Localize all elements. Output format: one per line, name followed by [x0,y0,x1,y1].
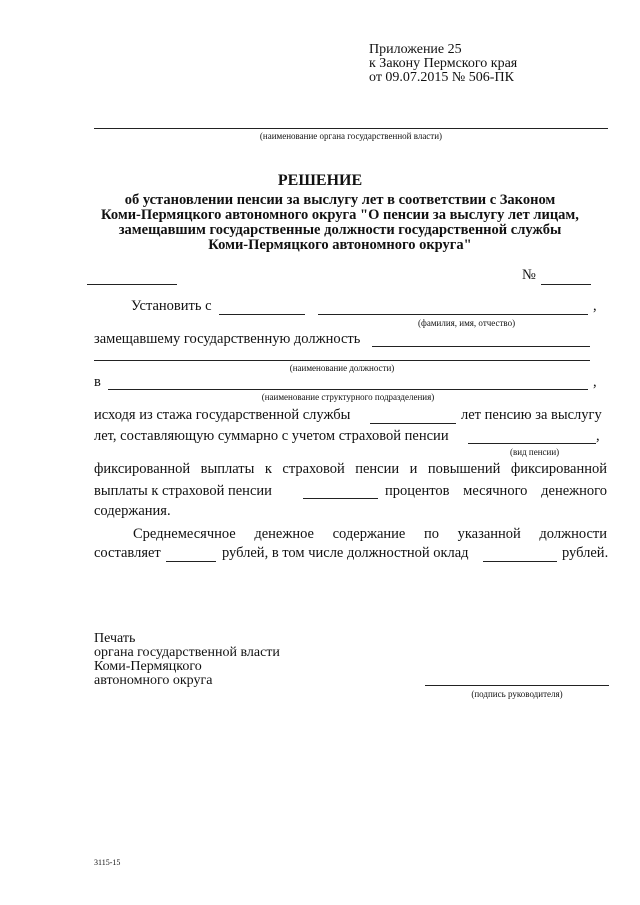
position-line-1 [372,346,590,347]
document-title: РЕШЕНИЕ [277,172,363,189]
signature-caption: (подпись руководителя) [471,689,563,699]
position-caption: (наименование должности) [289,363,395,373]
appendix-line-2: к Закону Пермского края [369,56,518,71]
number-sign: № [522,267,536,283]
fixed-line-3: содержания. [94,503,171,519]
salary-line-2c: рублей. [562,545,609,561]
unit-caption: (наименование структурного подразделения) [261,392,435,402]
establish-label: Установить с [131,298,212,314]
appendix-line-3: от 09.07.2015 № 506-ПК [369,70,514,85]
fixed-line-2b: процентов месячного денежного [385,483,607,499]
stamp-line-1: Печать [94,631,136,646]
subtitle-line-3: замещавшим государственные должности государственной службы [118,222,562,238]
pension-type-comma: , [596,428,600,444]
fixed-line-1: фиксированной выплаты к страховой пенсии и повышений фиксированной [94,461,607,477]
in-label: в [94,374,101,390]
number-line [541,284,591,285]
salary-line-1: Среднемесячное денежное содержание по указанной должности [133,526,607,542]
service-years-line [370,423,456,424]
base-salary-line [483,561,557,562]
years-text: лет, составляющую суммарно с учетом страховой пенсии [94,428,449,444]
stamp-line-4: автономного округа [94,673,213,688]
stamp-line-3: Коми-Пермяцкого [94,659,202,674]
subtitle-line-4: Коми-Пермяцкого автономного округа" [208,237,472,253]
service-text-b: лет пенсию за выслугу [461,407,602,423]
salary-amount-line [166,561,216,562]
unit-line [108,389,588,390]
subtitle-line-2: Коми-Пермяцкого автономного округа "О пенсии за выслугу лет лицам, [101,207,579,223]
date-line [87,284,177,285]
position-line-2 [94,360,590,361]
fio-comma: , [593,298,597,314]
appendix-line-1: Приложение 25 [369,42,462,57]
fixed-line-2a: выплаты к страховой пенсии [94,483,272,499]
fio-caption: (фамилия, имя, отчество) [418,318,516,328]
held-position-label: замещавшему государственную должность [94,331,361,347]
stamp-line-2: органа государственной власти [94,645,280,660]
authority-name-line [94,128,608,129]
signature-line [425,685,609,686]
salary-line-2a: составляет [94,545,161,561]
footer-code: 3115-15 [94,858,121,867]
fio-line [318,314,588,315]
subtitle-line-1: об установлении пенсии за выслугу лет в соответствии с Законом [124,192,556,208]
start-date-line [219,314,305,315]
service-text-a: исходя из стажа государственной службы [94,407,351,423]
pension-type-line [468,443,596,444]
salary-line-2b: рублей, в том числе должностной оклад [222,545,469,561]
unit-comma: , [593,374,597,390]
authority-caption: (наименование органа государственной власти) [259,131,443,141]
percent-line [303,498,378,499]
pension-type-caption: (вид пенсии) [510,447,560,457]
